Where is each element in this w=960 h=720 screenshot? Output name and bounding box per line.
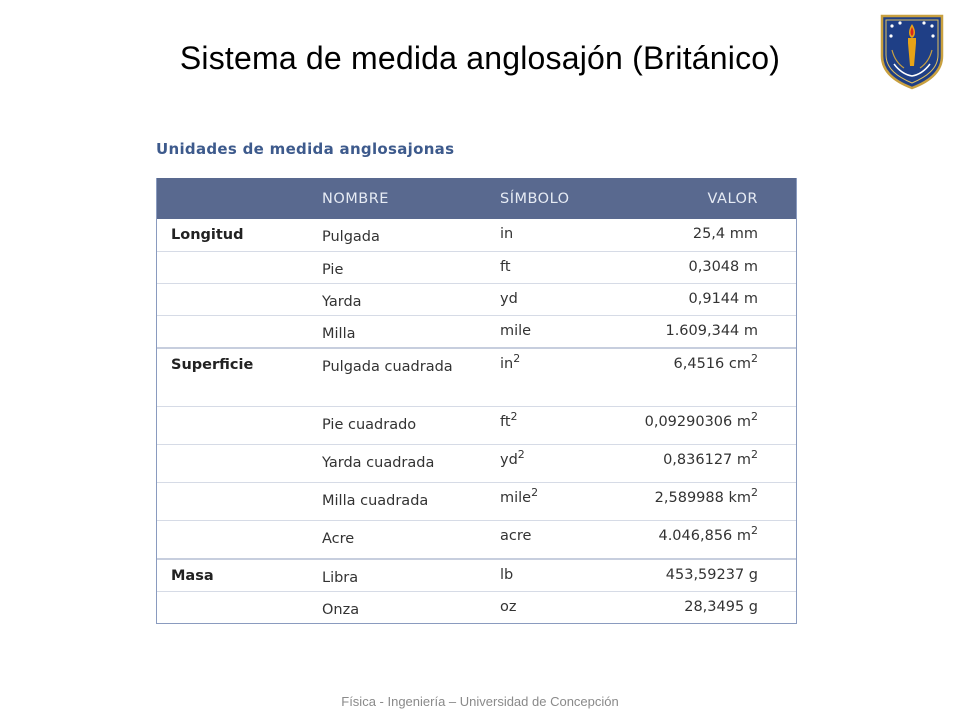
row-symbol — [489, 560, 639, 591]
row-name: Pie cuadrado — [322, 417, 417, 433]
row-name: Milla — [322, 326, 356, 342]
table-header-row — [157, 178, 796, 219]
table-row — [157, 591, 796, 623]
table-row — [157, 444, 796, 482]
symbol-exponent: 2 — [513, 352, 521, 365]
row-category — [157, 252, 310, 283]
value-exponent: 2 — [751, 448, 758, 461]
table-row — [157, 347, 796, 406]
symbol-exponent: 2 — [531, 486, 539, 499]
value-exponent: 2 — [751, 524, 758, 537]
table-body — [157, 219, 796, 623]
value-text: 1.609,344 m — [665, 323, 758, 339]
row-category — [157, 521, 310, 558]
row-value — [639, 284, 796, 315]
row-symbol — [489, 521, 639, 558]
row-category: Superficie — [171, 357, 254, 373]
symbol-text: yd — [500, 452, 518, 468]
table-row — [157, 315, 796, 347]
value-text: 28,3495 g — [684, 599, 758, 615]
value-exponent: 2 — [751, 352, 758, 365]
value-text: 0,9144 m — [688, 291, 758, 307]
row-category: Longitud — [171, 227, 244, 243]
row-value — [639, 407, 796, 444]
row-value — [639, 445, 796, 482]
value-exponent: 2 — [751, 410, 758, 423]
row-category — [157, 284, 310, 315]
symbol-text: mile — [500, 490, 532, 506]
university-crest-icon — [878, 10, 946, 90]
row-name: Yarda — [322, 294, 362, 310]
value-text: 25,4 mm — [692, 226, 758, 242]
row-value — [639, 592, 796, 623]
slide-title: Sistema de medida anglosajón (Británico) — [179, 40, 781, 76]
row-name: Milla cuadrada — [322, 493, 429, 509]
row-name: Pie — [322, 262, 344, 278]
symbol-text: ft — [500, 414, 511, 430]
value-text: 453,59237 g — [665, 567, 758, 583]
row-symbol — [489, 483, 639, 520]
row-value — [639, 252, 796, 283]
row-symbol — [489, 349, 639, 406]
row-name: Onza — [322, 602, 360, 618]
row-value — [639, 560, 796, 591]
header-symbol: SÍMBOLO — [500, 190, 570, 207]
symbol-exponent: 2 — [510, 410, 518, 423]
row-category: Masa — [171, 568, 214, 584]
row-symbol — [489, 252, 639, 283]
row-symbol — [489, 407, 639, 444]
row-category — [157, 483, 310, 520]
value-exponent: 2 — [751, 486, 758, 499]
value-text: 6,4516 cm — [673, 356, 751, 372]
row-category — [157, 445, 310, 482]
row-category — [157, 592, 310, 623]
row-symbol — [489, 284, 639, 315]
symbol-exponent: 2 — [517, 448, 525, 461]
row-category — [157, 316, 310, 347]
table-row — [157, 251, 796, 283]
row-name: Yarda cuadrada — [322, 455, 435, 471]
value-text: 0,836127 m — [663, 452, 751, 468]
symbol-text: lb — [500, 567, 514, 583]
header-value: VALOR — [707, 190, 758, 207]
units-table — [156, 178, 797, 624]
symbol-text: ft — [500, 259, 511, 275]
symbol-text: in — [500, 356, 514, 372]
row-name: Pulgada — [322, 229, 380, 245]
symbol-text: oz — [500, 599, 517, 615]
row-value — [639, 483, 796, 520]
table-row — [157, 482, 796, 520]
table-row — [157, 558, 796, 591]
symbol-text: yd — [500, 291, 518, 307]
value-text: 0,09290306 m — [644, 414, 751, 430]
row-symbol — [489, 445, 639, 482]
row-value — [639, 349, 796, 406]
symbol-text: mile — [500, 323, 532, 339]
row-name: Pulgada cuadrada — [322, 359, 453, 375]
slide-footer: Física - Ingeniería – Universidad de Concepción — [341, 694, 619, 709]
value-text: 2,589988 km — [654, 490, 751, 506]
table-row — [157, 406, 796, 444]
row-name: Acre — [322, 531, 355, 547]
table-row — [157, 520, 796, 558]
row-value — [639, 219, 796, 251]
row-value — [639, 521, 796, 558]
row-value — [639, 316, 796, 347]
row-symbol — [489, 316, 639, 347]
row-category — [157, 407, 310, 444]
row-name: Libra — [322, 570, 359, 586]
table-caption: Unidades de medida anglosajonas — [156, 140, 455, 158]
row-symbol — [489, 219, 639, 251]
value-text: 4.046,856 m — [658, 528, 751, 544]
table-row — [157, 283, 796, 315]
symbol-text: in — [500, 226, 514, 242]
row-symbol — [489, 592, 639, 623]
table-row — [157, 219, 796, 251]
symbol-text: acre — [500, 528, 532, 544]
value-text: 0,3048 m — [688, 259, 758, 275]
header-name: NOMBRE — [322, 190, 389, 207]
